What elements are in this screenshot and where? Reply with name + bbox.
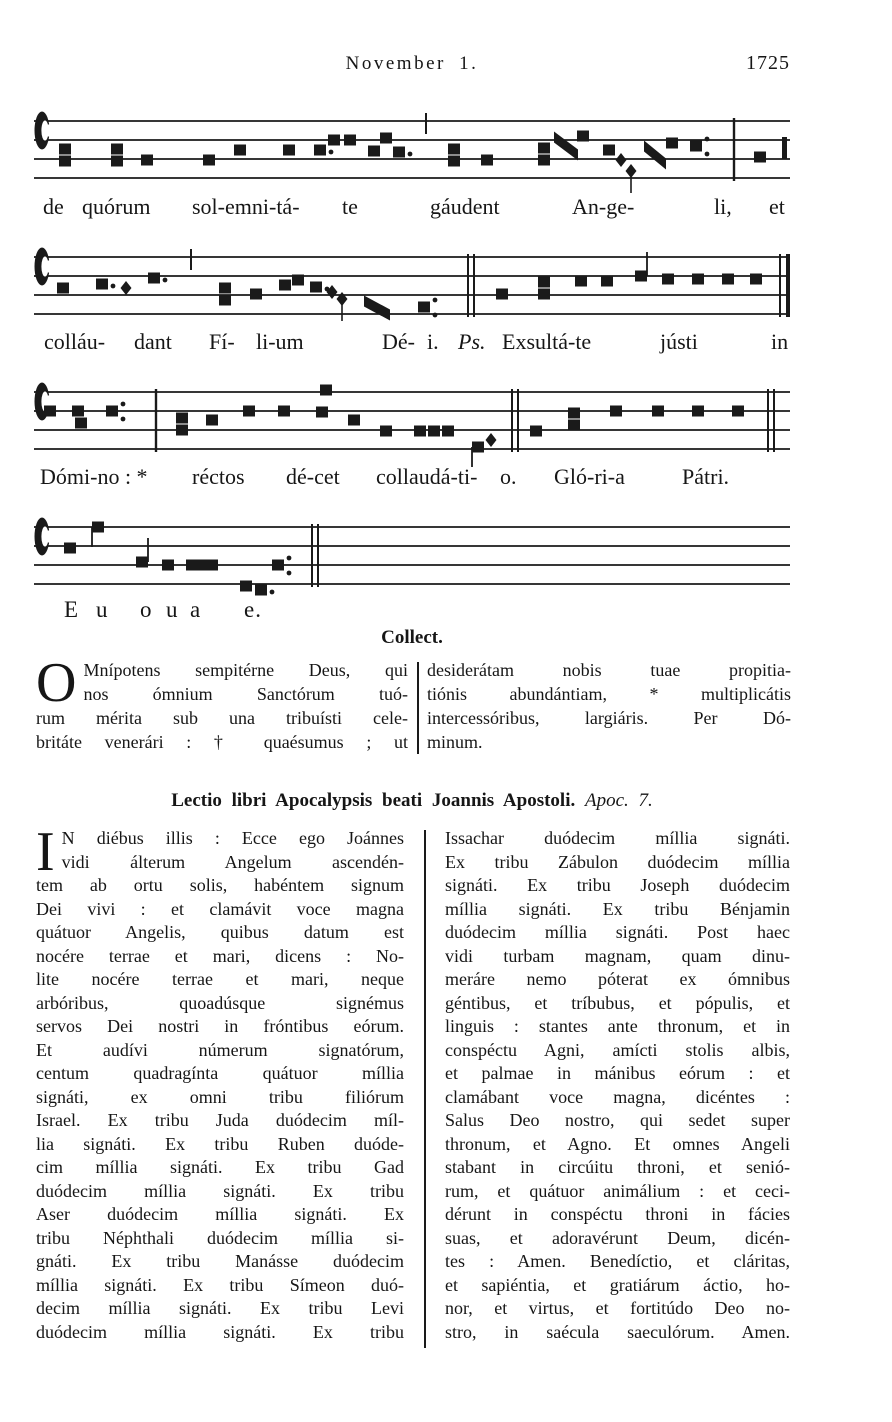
punctum-note bbox=[538, 155, 550, 166]
lyric-syllable: u bbox=[96, 597, 109, 622]
punctum-note bbox=[380, 133, 392, 144]
page-number: 1725 bbox=[746, 52, 790, 74]
text-line: lia signáti. Ex tribu Ruben duóde- bbox=[36, 1133, 404, 1154]
lyric-syllable: Exsultá-te bbox=[502, 329, 592, 354]
lyric-syllable: jústi bbox=[660, 329, 698, 354]
text-line: Dei vivi : et clamávit voce magna bbox=[36, 898, 404, 919]
punctum-note bbox=[243, 406, 255, 417]
lyric-syllable: e. bbox=[244, 597, 262, 622]
chant-lyrics-line-3 bbox=[34, 464, 794, 494]
custos-mark bbox=[782, 137, 787, 159]
chant-lyrics-line-2 bbox=[34, 329, 794, 359]
lesson-column-left bbox=[36, 821, 404, 1344]
lyric-syllable: Gló-ri-a bbox=[554, 464, 625, 489]
collect-column-right bbox=[427, 658, 791, 754]
virga-note bbox=[472, 442, 484, 453]
punctum-note bbox=[481, 155, 493, 166]
text-line: gnáti. Ex tribu Manásse duódecim bbox=[36, 1251, 404, 1271]
column-divider bbox=[417, 662, 419, 754]
punctum-note bbox=[750, 274, 762, 285]
text-line: tem ab ortu solis, habéntem signum bbox=[36, 875, 404, 895]
text-line: dérunt in conspéctu throni in fácies bbox=[445, 1204, 790, 1224]
punctum-note bbox=[240, 581, 252, 592]
text-line: Mnípotens sempitérne Deus, qui bbox=[83, 660, 408, 680]
lyric-syllable: in bbox=[771, 329, 789, 354]
punctum-note bbox=[610, 406, 622, 417]
text-line: tribu Néphthali duódecim míllia si- bbox=[36, 1227, 404, 1248]
lyric-syllable: dé-cet bbox=[286, 464, 340, 489]
virga-note bbox=[136, 557, 148, 568]
porrectus-stroke bbox=[554, 132, 578, 161]
do-clef-icon bbox=[44, 261, 54, 273]
text-line: vidi turbam magnam, quam dinu- bbox=[445, 945, 790, 966]
punctum-note bbox=[380, 426, 392, 437]
lyric-syllable: E bbox=[64, 597, 80, 622]
lyric-syllable: li, bbox=[714, 194, 732, 219]
text-line: duódecim míllia signáti. Post haec bbox=[445, 922, 790, 942]
punctum-note bbox=[250, 289, 262, 300]
punctum-note bbox=[255, 585, 267, 596]
punctum-note bbox=[162, 560, 174, 571]
text-line: conspéctu Agni, amícti stolis albis, bbox=[445, 1039, 790, 1060]
text-line: rum, et quátuor animálium : et ceci- bbox=[445, 1180, 790, 1201]
chant-lyrics-line-1 bbox=[34, 194, 794, 224]
do-clef-icon bbox=[44, 531, 54, 543]
text-line: centum quadragínta quátuor míllia bbox=[36, 1063, 404, 1083]
lyric-syllable: te bbox=[342, 194, 358, 219]
mora-dot bbox=[163, 278, 168, 283]
rhombus-note bbox=[616, 153, 627, 167]
punctum-note bbox=[393, 147, 405, 158]
mora-dot bbox=[287, 556, 292, 561]
punctum-note bbox=[292, 275, 304, 286]
mora-dot bbox=[329, 150, 334, 155]
punctum-note bbox=[428, 426, 440, 437]
punctum-note bbox=[59, 144, 71, 155]
punctum-note bbox=[219, 283, 231, 294]
mora-dot bbox=[408, 152, 413, 157]
text-line: Ex tribu Zábulon duódecim míllia bbox=[445, 851, 790, 872]
punctum-note bbox=[176, 413, 188, 424]
lesson-heading-reference: Apoc. 7. bbox=[584, 790, 653, 811]
punctum-note bbox=[666, 138, 678, 149]
mora-dot bbox=[121, 417, 126, 422]
text-line: suas, et adoravérunt Deum, dicén- bbox=[445, 1227, 790, 1248]
punctum-note bbox=[538, 143, 550, 154]
text-line: clamábant voce magna, dicéntes : bbox=[445, 1086, 790, 1107]
punctum-note bbox=[414, 426, 426, 437]
punctum-note bbox=[662, 274, 674, 285]
mora-dot bbox=[121, 402, 126, 407]
text-line: nocére terrae et mari, dicens : No- bbox=[36, 945, 404, 966]
lyric-syllable: o. bbox=[500, 464, 517, 489]
mora-dot bbox=[705, 137, 710, 142]
punctum-note bbox=[206, 415, 218, 426]
lyric-syllable: quórum bbox=[82, 194, 151, 219]
punctum-note bbox=[278, 406, 290, 417]
text-line: nos ómnium Sanctórum tuó- bbox=[83, 684, 408, 704]
final-barline bbox=[786, 254, 790, 317]
punctum-note bbox=[692, 274, 704, 285]
lyric-syllable: et bbox=[769, 194, 785, 219]
text-line: quátuor Angelis, quibus datum est bbox=[36, 922, 404, 942]
text-line: Aser duódecim míllia signáti. Ex bbox=[36, 1204, 404, 1224]
punctum-note bbox=[418, 302, 430, 313]
punctum-note bbox=[568, 420, 580, 431]
text-line: decim míllia signáti. Ex tribu Levi bbox=[36, 1298, 404, 1318]
lyric-syllable: Ps. bbox=[458, 329, 486, 354]
punctum-note bbox=[203, 155, 215, 166]
mora-dot bbox=[287, 571, 292, 576]
lyric-syllable: Dómi-no : * bbox=[40, 464, 148, 489]
punctum-note bbox=[601, 276, 613, 287]
punctum-note bbox=[176, 425, 188, 436]
drop-cap: I bbox=[36, 821, 55, 883]
text-line: míllia signáti. Ex tribu Bénjamin bbox=[445, 898, 790, 919]
text-line: intercessóribus, largiáris. Per Dó- bbox=[427, 708, 791, 728]
text-line: N diébus illis : Ecce ego Joánnes bbox=[61, 828, 404, 848]
text-line: Israel. Ex tribu Juda duódecim míl- bbox=[36, 1110, 404, 1130]
text-line: stabant in circúitu throni, et senió- bbox=[445, 1157, 790, 1177]
collect-heading: Collect. bbox=[381, 627, 443, 648]
lyric-syllable: réctos bbox=[192, 464, 245, 489]
punctum-note bbox=[283, 145, 295, 156]
rhombus-note bbox=[486, 433, 497, 447]
punctum-note bbox=[316, 407, 328, 418]
lyric-syllable: collaudá-ti- bbox=[376, 464, 478, 489]
mora-dot bbox=[270, 590, 275, 595]
punctum-note bbox=[96, 279, 108, 290]
lyric-syllable: Dé- bbox=[382, 329, 415, 354]
punctum-note bbox=[652, 406, 664, 417]
lyric-syllable: dant bbox=[134, 329, 172, 354]
mora-dot bbox=[433, 313, 438, 318]
lyric-syllable: Fí- bbox=[209, 329, 235, 354]
punctum-note bbox=[106, 406, 118, 417]
collect-column-left bbox=[36, 652, 408, 754]
punctum-note bbox=[754, 152, 766, 163]
text-line: thronum, et Agno. Et omnes Angeli bbox=[445, 1133, 790, 1154]
rhombus-note bbox=[121, 281, 132, 295]
punctum-note bbox=[272, 560, 284, 571]
punctum-note bbox=[75, 418, 87, 429]
text-line: arbóribus, quoadúsque signémus bbox=[36, 992, 404, 1013]
text-line: duódecim míllia signáti. Ex tribu bbox=[36, 1180, 404, 1201]
porrectus-stroke bbox=[364, 296, 390, 321]
lyric-syllable: a bbox=[190, 597, 202, 622]
punctum-note bbox=[722, 274, 734, 285]
punctum-note bbox=[568, 408, 580, 419]
text-line: britáte venerári : † quaésumus ; ut bbox=[36, 732, 408, 752]
lesson-heading bbox=[34, 790, 790, 812]
lyric-syllable: colláu- bbox=[44, 329, 106, 354]
text-line: et sapiéntia, et gratiárum áctio, ho- bbox=[445, 1274, 790, 1295]
punctum-note bbox=[320, 385, 332, 396]
punctum-note bbox=[348, 415, 360, 426]
mora-dot bbox=[433, 298, 438, 303]
lyric-syllable: de bbox=[43, 194, 64, 219]
text-line: signáti. Ex tribu Joseph duódecim bbox=[445, 875, 790, 895]
drop-cap: O bbox=[36, 652, 77, 714]
punctum-note bbox=[732, 406, 744, 417]
punctum-note bbox=[530, 426, 542, 437]
punctum-note bbox=[692, 406, 704, 417]
lyric-syllable: i. bbox=[427, 329, 439, 354]
virga-note bbox=[92, 522, 104, 533]
text-line: cim míllia signáti. Ex tribu Gad bbox=[36, 1157, 404, 1177]
punctum-note bbox=[538, 277, 550, 288]
lyric-syllable: gáudent bbox=[430, 194, 500, 219]
punctum-note bbox=[314, 145, 326, 156]
punctum-note bbox=[496, 289, 508, 300]
lesson-column-right bbox=[445, 827, 790, 1344]
punctum-note bbox=[72, 406, 84, 417]
text-line: tes : Amen. Benedíctio, et cláritas, bbox=[445, 1251, 790, 1271]
punctum-note bbox=[575, 276, 587, 287]
column-divider bbox=[424, 830, 426, 1348]
porrectus-stroke bbox=[644, 141, 666, 170]
text-line: duódecim míllia signáti. Ex tribu bbox=[36, 1321, 404, 1342]
punctum-note bbox=[442, 426, 454, 437]
text-line: desiderátam nobis tuae propitia- bbox=[427, 660, 791, 680]
text-line: géntibus, et tríbubus, et pópulis, et bbox=[445, 992, 790, 1013]
text-line: nor, et virtus, et fortitúdo Deo no- bbox=[445, 1298, 790, 1318]
punctum-note bbox=[279, 280, 291, 291]
punctum-note bbox=[141, 155, 153, 166]
punctum-note bbox=[448, 156, 460, 167]
punctum-note bbox=[111, 156, 123, 167]
punctum-note bbox=[206, 560, 218, 571]
text-line: stro, in saécula saeculórum. Amen. bbox=[445, 1321, 790, 1342]
text-line: et palmae in mánibus eórum : et bbox=[445, 1063, 790, 1083]
lyric-syllable: li-um bbox=[256, 329, 304, 354]
punctum-note bbox=[111, 144, 123, 155]
text-line: lite nocére terrae et mari, neque bbox=[36, 969, 404, 989]
punctum-note bbox=[328, 135, 340, 146]
punctum-note bbox=[310, 282, 322, 293]
punctum-note bbox=[59, 156, 71, 167]
text-line: míllia signáti. Ex tribu Símeon duó- bbox=[36, 1274, 404, 1295]
punctum-note bbox=[44, 406, 56, 417]
text-line: minum. bbox=[427, 732, 483, 752]
chant-lyrics-line-4 bbox=[34, 597, 794, 627]
virga-note bbox=[635, 271, 647, 282]
lyric-syllable: sol-emni-tá- bbox=[192, 194, 300, 219]
lesson-heading-main: Lectio libri Apocalypsis beati Joannis Apostoli. bbox=[171, 790, 576, 811]
lyric-syllable: Pátri. bbox=[682, 464, 730, 489]
text-line: meráre nemo póterat ex ómnibus bbox=[445, 969, 790, 989]
punctum-note bbox=[148, 273, 160, 284]
text-line: vidi álterum Angelum ascendén- bbox=[61, 851, 404, 872]
lyric-syllable: o bbox=[140, 597, 153, 622]
mora-dot bbox=[705, 152, 710, 157]
punctum-note bbox=[344, 135, 356, 146]
punctum-note bbox=[448, 144, 460, 155]
punctum-note bbox=[690, 141, 702, 152]
punctum-note bbox=[234, 145, 246, 156]
text-line: signáti, ex omni tribu filiórum bbox=[36, 1086, 404, 1107]
text-line: rum mérita sub una tribuísti cele- bbox=[36, 708, 408, 728]
punctum-note bbox=[603, 145, 615, 156]
mora-dot bbox=[111, 284, 116, 289]
text-line: Salus Deo nostro, qui sedet super bbox=[445, 1110, 790, 1130]
lyric-syllable: An-ge- bbox=[572, 194, 635, 219]
punctum-note bbox=[577, 131, 589, 142]
page-header-title: November 1. bbox=[345, 53, 479, 74]
punctum-note bbox=[538, 289, 550, 300]
lyric-syllable: u bbox=[166, 597, 179, 622]
text-line: Issachar duódecim míllia signáti. bbox=[445, 828, 790, 848]
punctum-note bbox=[219, 295, 231, 306]
text-line: Et audívi númerum signatórum, bbox=[36, 1039, 404, 1060]
text-line: servos Dei nostri in fróntibus eórum. bbox=[36, 1016, 404, 1036]
punctum-note bbox=[368, 146, 380, 157]
text-line: linguis : stantes ante thronum, et in bbox=[445, 1016, 790, 1036]
text-line: tiónis abundántiam, * multiplicátis bbox=[427, 684, 791, 704]
punctum-note bbox=[57, 283, 69, 294]
do-clef-icon bbox=[44, 125, 54, 137]
punctum-note bbox=[64, 543, 76, 554]
